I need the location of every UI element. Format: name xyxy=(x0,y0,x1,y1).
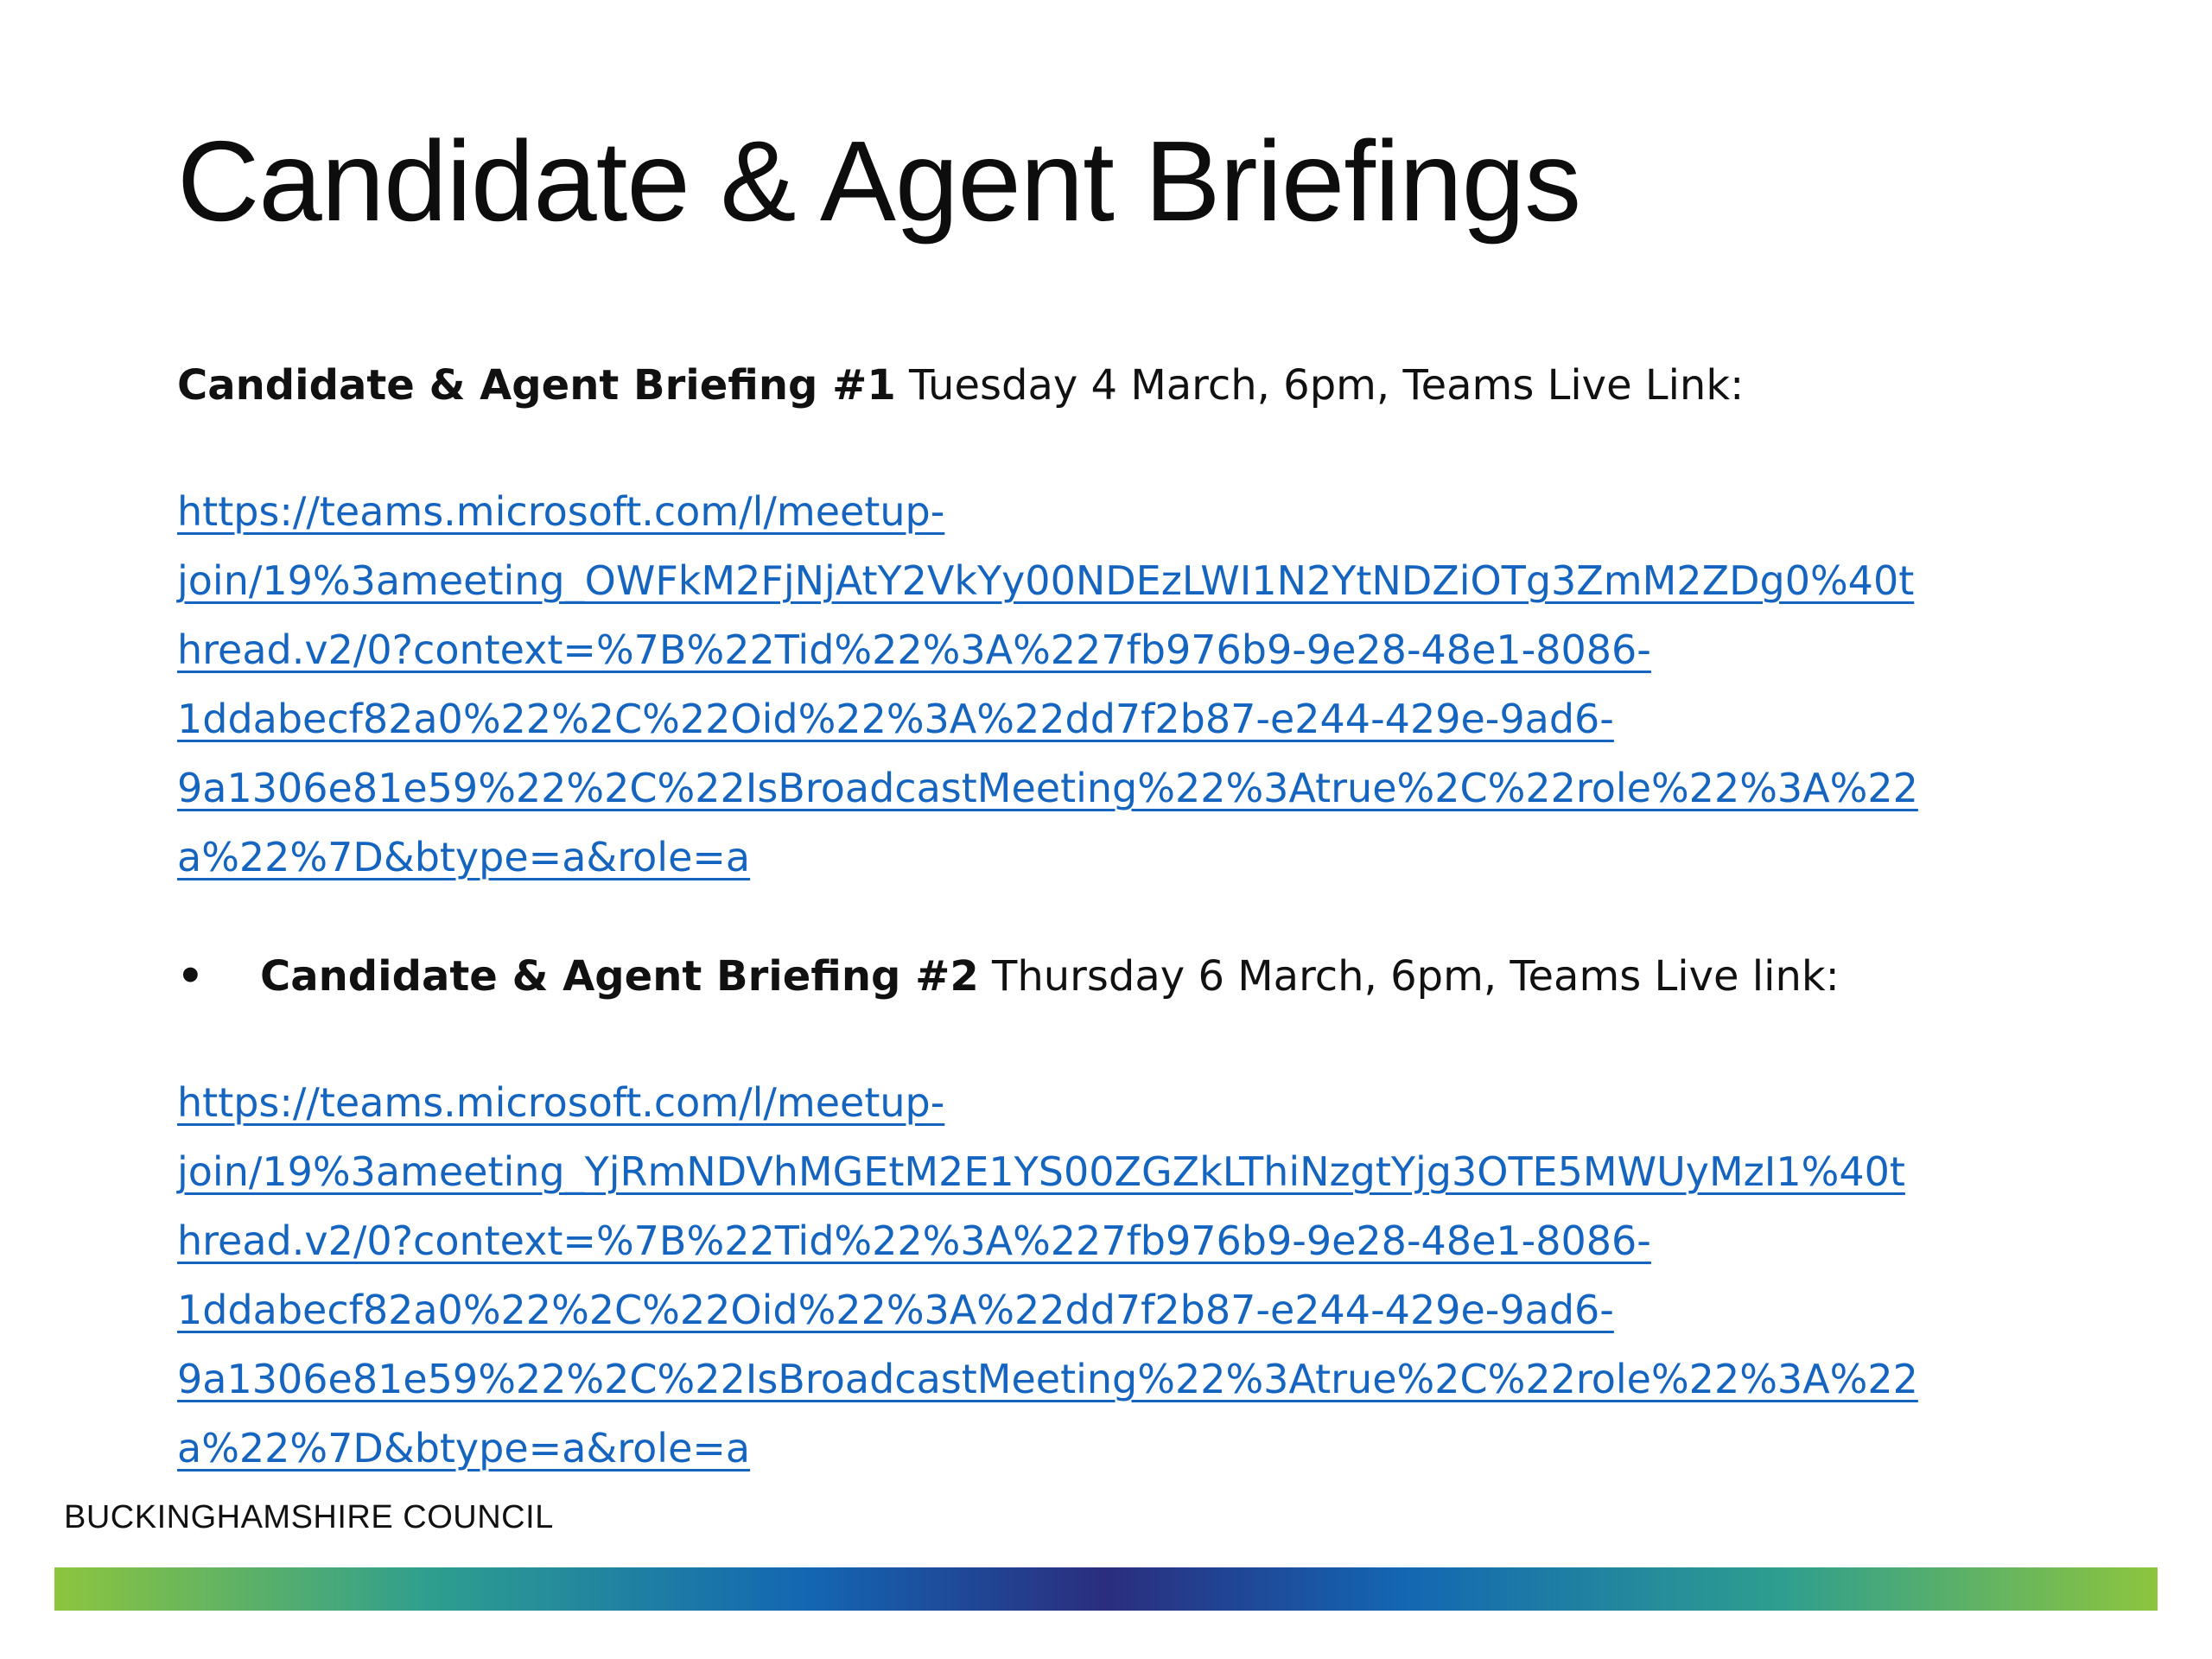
link-line: 1ddabecf82a0%22%2C%22Oid%22%3A%22dd7f2b87-e244-429e-9ad6- xyxy=(177,1287,1614,1333)
briefing-1-label: Candidate & Agent Briefing #1 xyxy=(177,361,896,410)
link-line: https://teams.microsoft.com/l/meetup- xyxy=(177,488,945,535)
link-line: https://teams.microsoft.com/l/meetup- xyxy=(177,1079,945,1126)
briefing-1-teams-link[interactable] xyxy=(177,477,2061,892)
briefing-1-details: Tuesday 4 March, 6pm, Teams Live Link: xyxy=(895,361,1745,410)
link-line: 1ddabecf82a0%22%2C%22Oid%22%3A%22dd7f2b87-e244-429e-9ad6- xyxy=(177,696,1614,742)
briefing-1-heading xyxy=(177,358,1744,413)
link-line: join/19%3ameeting_OWFkM2FjNjAtY2VkYy00NDEzLWI1N2YtNDZiOTg3ZmM2ZDg0%40t xyxy=(177,557,1915,604)
link-line: 9a1306e81e59%22%2C%22IsBroadcastMeeting%22%3Atrue%2C%22role%22%3A%22 xyxy=(177,765,1918,811)
briefing-2-heading xyxy=(177,949,1840,1004)
link-line: a%22%7D&btype=a&role=a xyxy=(177,834,751,880)
link-line: 9a1306e81e59%22%2C%22IsBroadcastMeeting%22%3Atrue%2C%22role%22%3A%22 xyxy=(177,1356,1918,1402)
link-line: hread.v2/0?context=%7B%22Tid%22%3A%227fb976b9-9e28-48e1-8086- xyxy=(177,626,1651,673)
council-name: BUCKINGHAMSHIRE COUNCIL xyxy=(64,1499,554,1535)
link-line: a%22%7D&btype=a&role=a xyxy=(177,1425,751,1471)
briefing-2-teams-link[interactable] xyxy=(177,1068,2061,1483)
bullet-icon: • xyxy=(177,952,204,1001)
briefing-2-label: Candidate & Agent Briefing #2 xyxy=(260,952,979,1001)
link-line: join/19%3ameeting_YjRmNDVhMGEtM2E1YS00ZGZkLThiNzgtYjg3OTE5MWUyMzI1%40t xyxy=(177,1148,1905,1195)
link-line: hread.v2/0?context=%7B%22Tid%22%3A%227fb976b9-9e28-48e1-8086- xyxy=(177,1217,1651,1264)
footer-gradient-bar xyxy=(54,1567,2158,1611)
briefing-2-details: Thursday 6 March, 6pm, Teams Live link: xyxy=(978,952,1840,1001)
slide-title: Candidate & Agent Briefings xyxy=(177,118,1581,245)
